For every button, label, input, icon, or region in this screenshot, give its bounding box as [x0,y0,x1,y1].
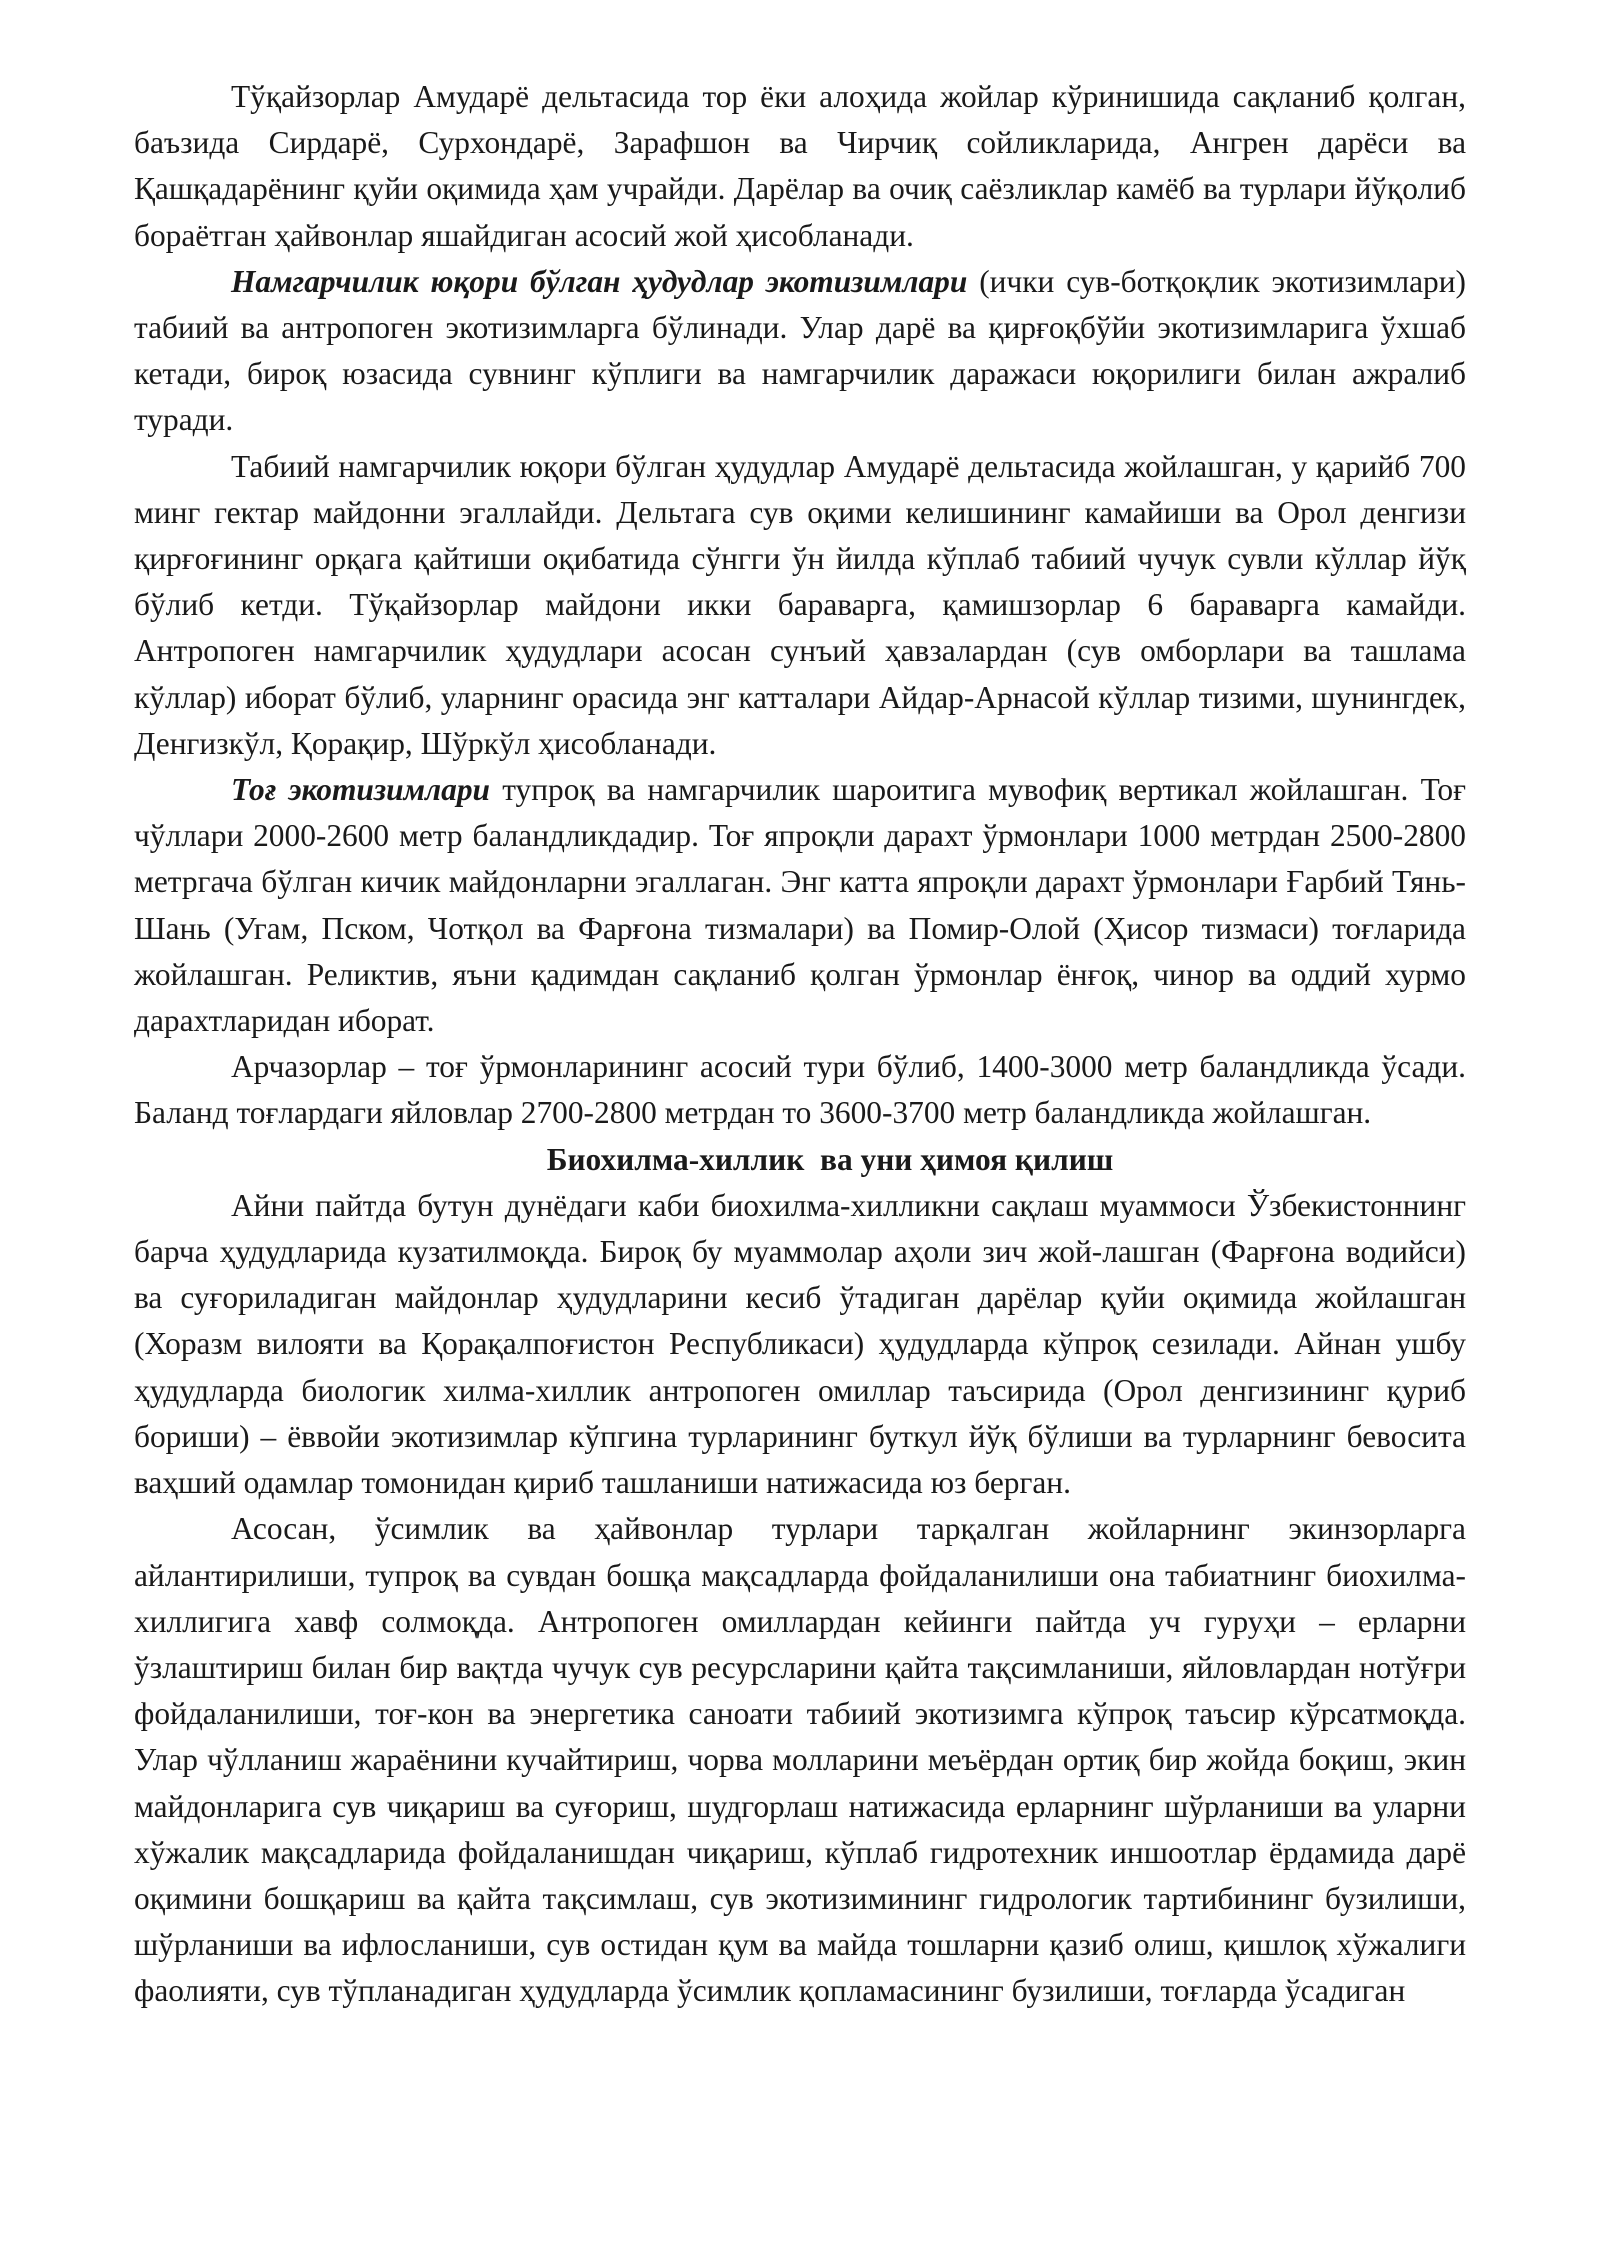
paragraph-amudarya-delta: Табиий намгарчилик юқори бўлган ҳудудлар Амударё дельтасида жойлашган, у қарийб 700 минг гектар майдонни эгаллайди. Дельтага сув оқими келишининг камайиши ва Орол денгизи қирғоғининг орқага қайтиши оқибатида сўнгги ўн йилда кўплаб табиий чучук сувли кўллар йўқ бўлиб кетди. Тўқайзорлар майдони икки бараварга, қамишзорлар 6 бараварга камайди. Антропоген намгарчилик ҳудудлари асосан сунъий ҳавзалардан (сув омборлари ва ташлама кўллар) иборат бўлиб, уларнинг орасида энг катталари Айдар-Арнасой кўллар тизими, шунингдек, Денгизкўл, Қорақир, Шўркўл ҳисобланади. [134,448,1466,761]
paragraph-juniper-forests: Арчазорлар – тоғ ўрмонларининг асосий тури бўлиб, 1400-3000 метр баландликда ўсади. Баланд тоғлардаги яйловлар 2700-2800 метрдан то 3600-3700 метр баландликда жойлашган. [134,1049,1466,1131]
document-page [134,74,1466,2015]
paragraph-biodiversity-problem: Айни пайтда бутун дунёдаги каби биохилма-хилликни сақлаш муаммоси Ўзбекистоннинг барча ҳудудларида кузатилмоқда. Бироқ бу муаммолар аҳоли зич жой-лашган (Фарғона водийси) ва суғориладиган майдонлар ҳудудларини кесиб ўтадиган дарёлар қуйи оқимида жойлашган (Хоразм вилояти ва Қорақалпоғистон Республикаси) ҳудудларда кўпроқ сезилади. Айнан ушбу ҳудудларда биологик хилма-хиллик антропоген омиллар таъсирида (Орол денгизининг қуриб бориши) – ёввойи экотизимлар кўпгина турларининг буткул йўқ бўлиши ва турларнинг бевосита ваҳший одамлар томонидан қириб ташланиши натижасида юз берган. [134,1187,1466,1501]
paragraph-wetland-ecosystems [134,259,1466,444]
paragraph-tugai-forests: Тўқайзорлар Амударё дельтасида тор ёки алоҳида жойлар кўринишида сақланиб қолган, баъзида Сирдарё, Сурхондарё, Зарафшон ва Чирчиқ сойликларида, Ангрен дарёси ва Қашқадарёнинг қуйи оқимида ҳам учрайди. Дарёлар ва очиқ саёзликлар камёб ва турлари йўқолиб бораётган ҳайвонлар яшайдиган асосий жой ҳисобланади. [134,79,1466,253]
paragraph-mountain-ecosystems [134,767,1466,1044]
section-heading-biodiversity: Биохилма-хиллик ва уни ҳимоя қилиш [546,1141,1114,1177]
paragraph-body-mountains: тупроқ ва намгарчилик шароитига мувофиқ вертикал жойлашган. Тоғ чўллари 2000-2600 метр баландликдадир. Тоғ япроқли дарахт ўрмонлари 1000 метрдан 2500-2800 метргача бўлган кичик майдонларни эгаллаган. Энг катта япроқли дарахт ўрмонлари Ғарбий Тянь-Шань (Угам, Пском, Чотқол ва Фарғона тизмалари) ва Помир-Олой (Ҳисор тизмаси) тоғларида жойлашган. Реликтив, яъни қадимдан сақланиб қолган ўрмонлар ёнғоқ, чинор ва оддий хурмо дарахтларидан иборат. [134,772,1466,1039]
paragraph-body-wetlands: (ички сув-ботқоқлик экотизимлари) табиий ва антропоген экотизимларга бўлинади. Улар дарё ва қирғоқбўйи экотизимларига ўхшаб кетади, бироқ юзасида сувнинг кўплиги ва намгарчилик даражаси юқорилиги билан ажралиб туради. [134,263,1466,438]
paragraph-anthropogenic-factors: Асосан, ўсимлик ва ҳайвонлар турлари тарқалган жойларнинг экинзорларга айлантирилиши, тупроқ ва сувдан бошқа мақсадларда фойдаланилиши она табиатнинг биохилма-хиллигига хавф солмоқда. Антропоген омиллардан кейинги пайтда уч гуруҳи – ерларни ўзлаштириш билан бир вақтда чучук сув ресурсларини қайта тақсимланиши, яйловлардан нотўғри фойдаланилиши, тоғ-кон ва энергетика саноати табиий экотизимга кўпроқ таъсир кўрсатмоқда. Улар чўлланиш жараёнини кучайтириш, чорва молларини меъёрдан ортиқ бир жойда боқиш, экин майдонларига сув чиқариш ва суғориш, шудгорлаш натижасида ерларнинг шўрланиши ва уларни хўжалик мақсадларида фойдаланишдан чиқариш, кўплаб гидротехник иншоотлар ёрдамида дарё оқимини бошқариш ва қайта тақсимлаш, сув экотизимининг гидрологик тартибининг бузилиши, шўрланиши ва ифлосланиши, сув остидан қум ва майда тошларни қазиб олиш, қишлоқ хўжалиги фаолияти, сув тўпланадиган ҳудудларда ўсимлик қопламасининг бузилиши, тоғларда ўсадиган [134,1511,1466,2009]
paragraph-lead-wetlands: Намгарчилик юқори бўлган ҳудудлар экотизимлари [231,263,968,299]
paragraph-lead-mountains: Тоғ экотизимлари [231,772,491,808]
